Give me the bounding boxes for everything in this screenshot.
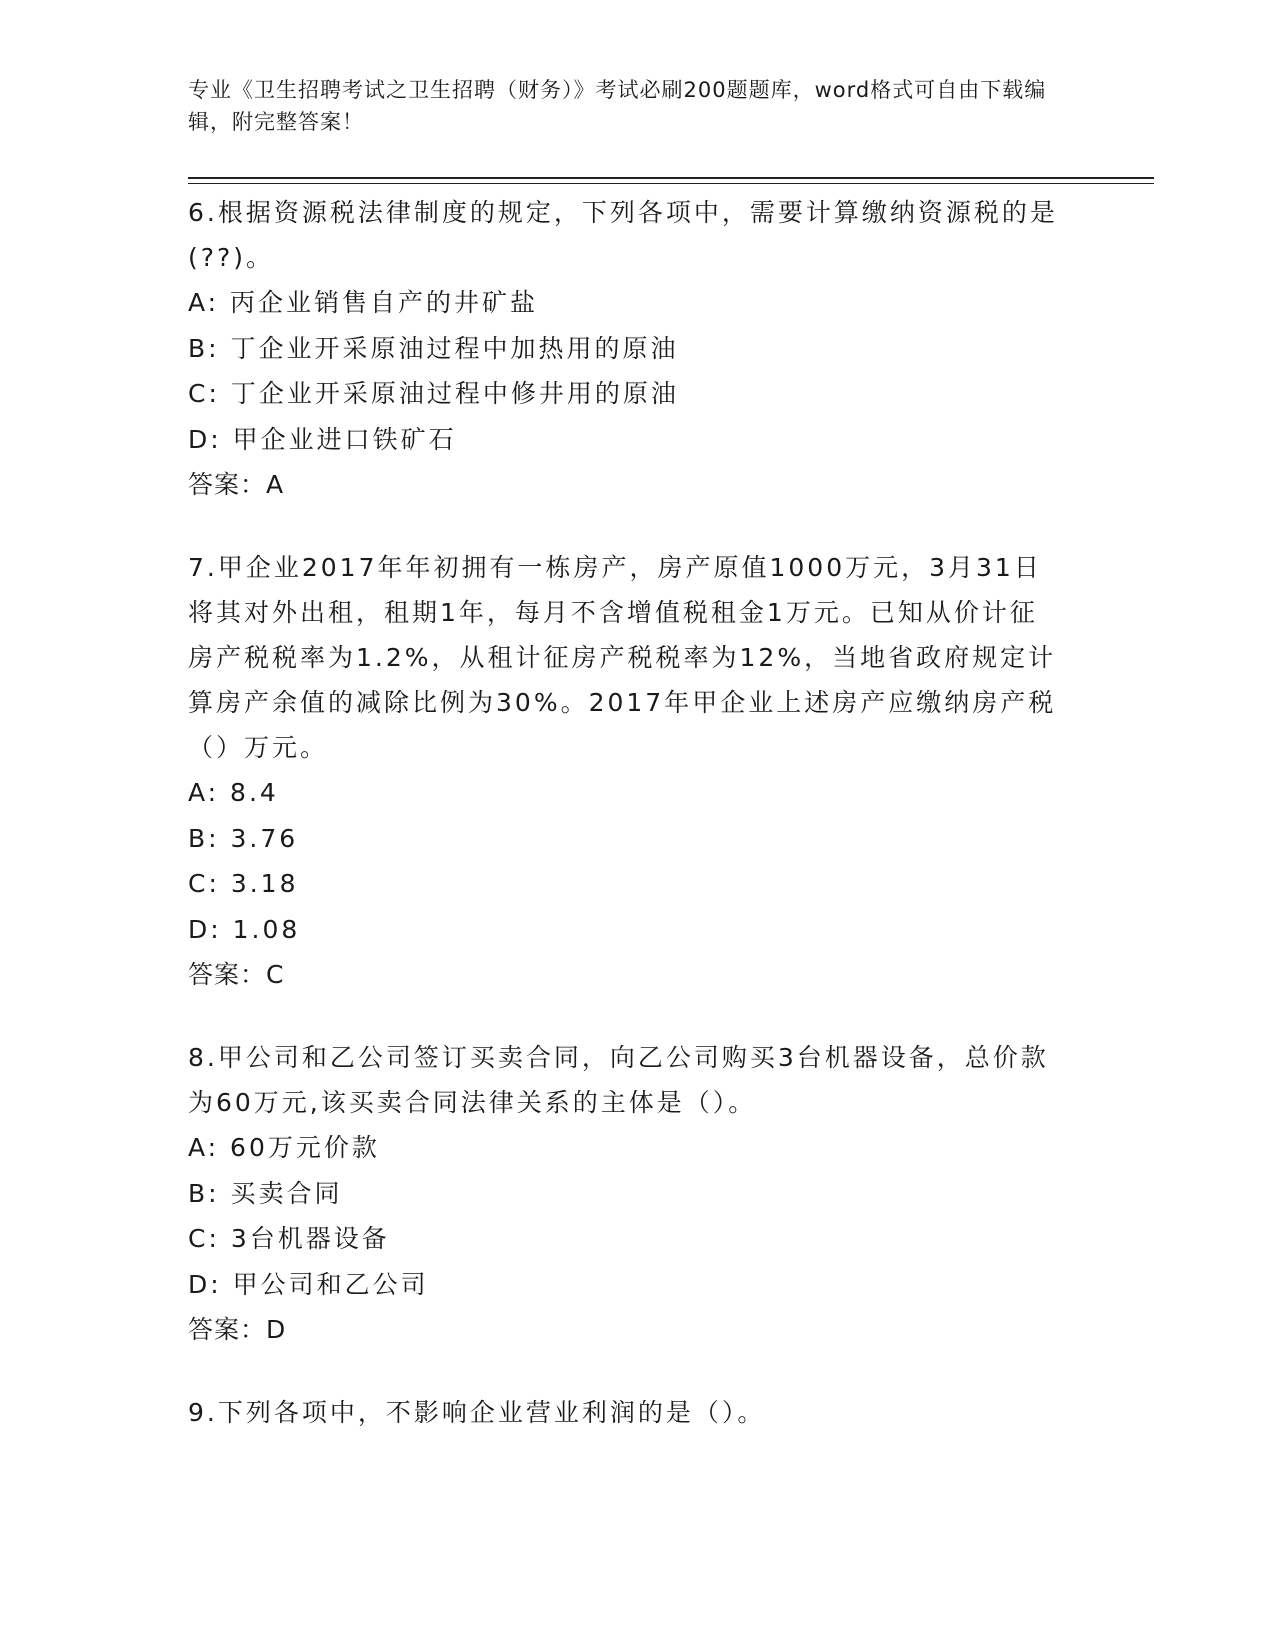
option-b: B: 3.76	[188, 823, 299, 853]
question-stem: 7.甲企业2017年年初拥有一栋房产，房产原值1000万元，3月31日将其对外出租，租期1年，每月不含增值税租金1万元。已知从价计征房产税税率为1.2%，从租计征房产税税率为12%，当地省政府规定计算房产余值的减除比例为30%。2017年甲企业上述房产应缴纳房产税（）万元。	[188, 553, 1057, 762]
header-divider-thick	[188, 177, 1154, 179]
option-a: A: 8.4	[188, 778, 279, 807]
header-divider-thin	[188, 183, 1154, 184]
option-a: A: 丙企业销售自产的井矿盐	[188, 288, 539, 317]
question-8	[188, 1035, 1058, 1352]
answer-line: 答案：A	[188, 470, 285, 499]
option-d: D: 1.08	[188, 914, 301, 944]
document-header: 专业《卫生招聘考试之卫生招聘（财务）》考试必刷200题题库，word格式可自由下载编辑，附完整答案！	[188, 78, 1047, 134]
option-c: C: 丁企业开采原油过程中修井用的原油	[188, 379, 679, 408]
option-c: C: 3.18	[188, 869, 299, 898]
option-d: D: 甲企业进口铁矿石	[188, 424, 457, 454]
question-stem: 6.根据资源税法律制度的规定，下列各项中，需要计算缴纳资源税的是(??)。	[188, 198, 1058, 272]
question-list	[188, 190, 1058, 1473]
question-stem: 8.甲公司和乙公司签订买卖合同，向乙公司购买3台机器设备，总价款为60万元,该买卖合同法律关系的主体是（）。	[188, 1043, 1049, 1117]
question-stem: 9.下列各项中，不影响企业营业利润的是（）。	[188, 1398, 766, 1427]
question-6	[188, 190, 1058, 507]
option-b: B: 买卖合同	[188, 1178, 343, 1208]
option-c: C: 3台机器设备	[188, 1224, 390, 1253]
answer-line: 答案：D	[188, 1315, 287, 1344]
option-a: A: 60万元价款	[188, 1133, 380, 1162]
option-d: D: 甲公司和乙公司	[188, 1269, 429, 1299]
question-9	[188, 1390, 1058, 1435]
question-7	[188, 545, 1058, 997]
option-b: B: 丁企业开采原油过程中加热用的原油	[188, 333, 679, 363]
answer-line: 答案：C	[188, 960, 285, 989]
